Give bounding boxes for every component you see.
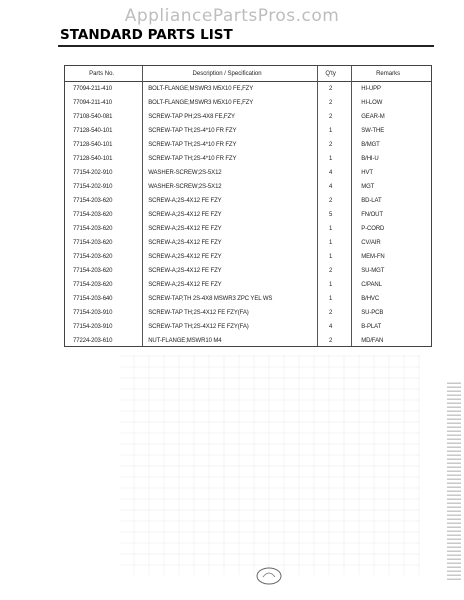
cell-part-no: 77154-203-910 <box>73 310 113 316</box>
cell-description: SCREW-A;2S-4X12 FE FZY <box>148 282 222 288</box>
scan-edge-artifact <box>447 380 461 580</box>
watermark-text: AppliancePartsPros.com <box>124 6 340 26</box>
cell-part-no: 77154-203-620 <box>73 268 113 274</box>
cell-part-no: 77154-203-620 <box>73 198 113 204</box>
cell-remarks: SW-THE <box>361 128 385 134</box>
cell-part-no: 77224-203-610 <box>73 338 113 344</box>
cell-qty: 2 <box>328 86 333 92</box>
cell-qty: 1 <box>328 282 333 288</box>
cell-remarks: B/MGT <box>361 142 380 148</box>
cell-part-no: 77094-211-410 <box>73 86 112 92</box>
cell-part-no: 77154-203-620 <box>73 282 113 288</box>
cell-description: SCREW-TAP TH;2S-4X12 FE FZY(FA) <box>148 310 249 316</box>
cell-part-no: 77154-202-910 <box>73 184 113 190</box>
column-divider <box>317 66 318 346</box>
cell-part-no: 77108-540-081 <box>73 114 113 120</box>
cell-qty: 1 <box>328 226 333 232</box>
cell-part-no: 77154-202-910 <box>73 170 113 176</box>
cell-description: NUT-FLANGE;MSWR10 M4 <box>148 338 222 344</box>
table-row <box>65 166 431 180</box>
cell-description: WASHER-SCREW;2S-5X12 <box>148 170 222 176</box>
cell-qty: 2 <box>328 142 333 148</box>
table-row <box>65 194 431 208</box>
cell-qty: 4 <box>328 324 333 330</box>
title-rule <box>58 45 434 47</box>
cell-description: SCREW-A;2S-4X12 FE FZY <box>148 254 222 260</box>
table-row <box>65 82 431 97</box>
cell-remarks: MEM-FN <box>361 254 385 260</box>
cell-qty: 1 <box>328 254 333 260</box>
table-row <box>65 222 431 236</box>
cell-qty: 4 <box>328 170 333 176</box>
cell-remarks: B/HVC <box>361 296 380 302</box>
cell-remarks: FN/OUT <box>361 212 383 218</box>
page-title: STANDARD PARTS LIST <box>60 27 233 43</box>
cell-description: SCREW-TAP TH;2S-4*10 FR FZY <box>148 128 237 134</box>
cell-description: SCREW-A;2S-4X12 FE FZY <box>148 268 222 274</box>
cell-description: SCREW-TAP TH;2S-4*10 FR FZY <box>148 142 237 148</box>
cell-qty: 2 <box>328 100 333 106</box>
table-row <box>65 110 431 124</box>
table-row <box>65 138 431 152</box>
table-row <box>65 208 431 222</box>
cell-remarks: C/PANL <box>361 282 382 288</box>
cell-remarks: P-CORD <box>361 226 385 232</box>
cell-remarks: HVT <box>361 170 373 176</box>
cell-description: SCREW-A;2S-4X12 FE FZY <box>148 226 222 232</box>
cell-part-no: 77154-203-910 <box>73 324 113 330</box>
parts-table <box>65 66 431 348</box>
table-row <box>65 96 431 110</box>
parts-table-frame <box>64 65 432 347</box>
scan-mark-icon <box>255 565 283 587</box>
cell-remarks: HI-UPP <box>361 86 381 92</box>
table-row <box>65 152 431 166</box>
header-remarks: Remarks <box>345 66 431 82</box>
cell-description: SCREW-TAP TH;2S-4X12 FE FZY(FA) <box>148 324 249 330</box>
cell-qty: 4 <box>328 184 333 190</box>
column-divider <box>351 66 352 346</box>
cell-remarks: SU-PCB <box>361 310 384 316</box>
cell-part-no: 77094-211-410 <box>73 100 112 106</box>
cell-description: SCREW-TAP,TH 2S-4X8 MSWR3 ZPC YEL WS <box>148 296 273 302</box>
cell-part-no: 77128-540-101 <box>73 128 113 134</box>
cell-part-no: 77154-203-620 <box>73 240 113 246</box>
cell-part-no: 77154-203-620 <box>73 226 113 232</box>
cell-qty: 1 <box>328 296 333 302</box>
table-row <box>65 306 431 320</box>
cell-remarks: MD/FAN <box>361 338 384 344</box>
cell-qty: 5 <box>328 212 333 218</box>
cell-qty: 1 <box>328 128 333 134</box>
table-row <box>65 124 431 138</box>
table-row <box>65 320 431 334</box>
cell-description: SCREW-A;2S-4X12 FE FZY <box>148 212 222 218</box>
cell-remarks: SU-MGT <box>361 268 385 274</box>
table-header-row <box>65 66 431 82</box>
cell-qty: 1 <box>328 240 333 246</box>
cell-qty: 2 <box>328 338 333 344</box>
cell-remarks: MGT <box>361 184 375 190</box>
cell-qty: 1 <box>328 156 333 162</box>
cell-description: SCREW-A;2S-4X12 FE FZY <box>148 198 222 204</box>
cell-part-no: 77128-540-101 <box>73 142 113 148</box>
cell-description: BOLT-FLANGE;MSWR3 M5X10 FE,FZY <box>148 86 254 92</box>
header-qty: Q'ty <box>316 66 345 82</box>
header-part-no: Parts No. <box>65 66 138 82</box>
faded-scan-area <box>120 355 420 575</box>
table-row <box>65 264 431 278</box>
cell-qty: 2 <box>328 198 333 204</box>
table-row <box>65 236 431 250</box>
cell-description: WASHER-SCREW;2S-5X12 <box>148 184 222 190</box>
column-divider <box>142 66 143 346</box>
cell-description: SCREW-A;2S-4X12 FE FZY <box>148 240 222 246</box>
cell-remarks: B-PLAT <box>361 324 382 330</box>
cell-description: SCREW-TAP TH;2S-4*10 FR FZY <box>148 156 237 162</box>
table-row <box>65 292 431 306</box>
cell-part-no: 77154-203-620 <box>73 212 113 218</box>
cell-remarks: CV/AIR <box>361 240 381 246</box>
cell-part-no: 77154-203-640 <box>73 296 113 302</box>
header-description: Description / Specification <box>138 66 316 82</box>
parts-table-body <box>65 82 431 349</box>
table-row <box>65 180 431 194</box>
table-row <box>65 278 431 292</box>
cell-qty: 2 <box>328 114 333 120</box>
cell-remarks: HI-LOW <box>361 100 383 106</box>
cell-remarks: B/HI-U <box>361 156 379 162</box>
cell-remarks: GEAR-M <box>361 114 385 120</box>
cell-qty: 2 <box>328 310 333 316</box>
table-row <box>65 334 431 348</box>
cell-part-no: 77154-203-620 <box>73 254 113 260</box>
cell-description: BOLT-FLANGE;MSWR3 M5X10 FE,FZY <box>148 100 254 106</box>
table-row <box>65 250 431 264</box>
cell-part-no: 77128-540-101 <box>73 156 113 162</box>
cell-qty: 2 <box>328 268 333 274</box>
cell-description: SCREW-TAP PH;2S-4X8 FE,FZY <box>148 114 235 120</box>
cell-remarks: BD-LAT <box>361 198 382 204</box>
